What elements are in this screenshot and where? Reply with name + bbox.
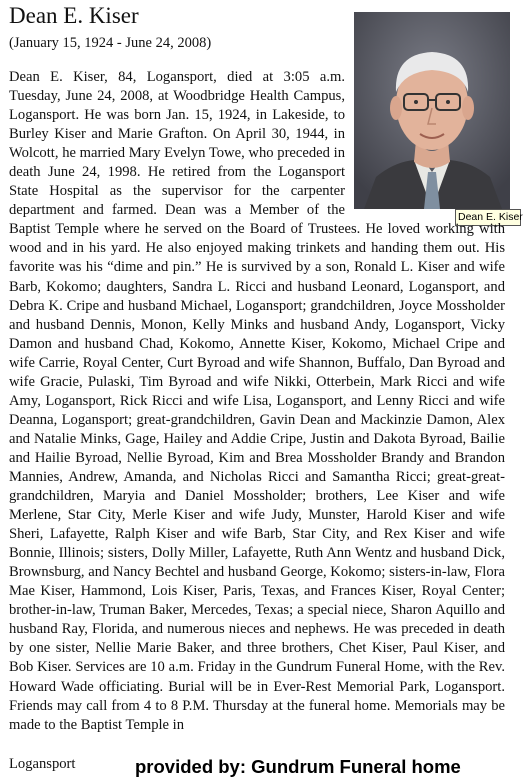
life-dates: (January 15, 1924 - June 24, 2008) [9, 35, 212, 51]
obituary-title: Dean E. Kiser [9, 3, 139, 28]
funeral-home-credit: provided by: Gundrum Funeral home [135, 756, 461, 777]
obituary-body [9, 68, 505, 735]
obituary-text: Dean E. Kiser, 84, Logansport, died at 3:05 a.m. Tuesday, June 24, 2008, at Woodbridge Health Campus, Logansport. He was born Jan. 15, 1924, in Lakeside, to Burley Kiser and Marie Grafton. On April 30, 1944, in Wolcott, he married Mary Evelyn Towe, who preceded in death June 24, 1998. He retired from the Logansport State Hospital as the supervisor for the carpenter department and farmed. Dean was a Member of the Baptist Temple where he served on the Board of Trustees. He loved working with wood and in his yard. He also enjoyed making trinkets and handing them out. His favorite was his “dime and pin.” He is survived by a son, Ronald L. Kiser and wife Barb, Kokomo; daughters, Sandra L. Ricci and husband Leonard, Logansport, and Debra K. Cripe and husband Michael, Logansport; grandchildren, Joyce Mossholder and husband Dennis, Monon, Kelly Minks and husband Andy, Logansport, Vicky Damon and husband Chad, Kokomo, Annette Kiser, Kokomo, Michael Cripe and wife Carrie, Royal Center, Curt Byroad and wife Shannon, Buffalo, Dan Byroad and wife Gracie, Pulaski, Tim Byroad and wife Nikki, Otterbein, Mark Ricci and wife Amy, Logansport, Rick Ricci and wife Lisa, Logansport, and Lenny Ricci and wife Deanna, Logansport; great-grandchildren, Gavin Dean and Mackinzie Damon, Alex and Natalie Minks, Gage, Hailey and Addie Cripe, Justin and Dakota Byroad, Bailie and Hailie Byroad, Nellie Byroad, Kim and Brea Mossholder Brandy and Brandon Mannies, Andrew, Amanda, and Nicholas Ricci and Samantha Ricci; great-great-grandchildren, Maryia and Daniel Mossholder; brothers, Lee Kiser and wife Merlene, Star City, Merle Kiser and wife Judy, Munster, Harold Kiser and wife Sheri, Lafayette, Ralph Kiser and wife Barb, Star City, and Rex Kiser and wife Bonnie, Illinois; sisters, Dolly Miller, Lafayette, Ruth Ann Wentz and husband Dick, Brownsburg, and Nancy Bechtel and husband George, Kokomo; sisters-in-law, Flora Mae Kiser, Hammond, Lois Kiser, Paris, Texas, and Frances Kiser, Royal Center; brother-in-law, Truman Baker, Mercedes, Texas; a special niece, Sharon Aquillo and husband Ray, Florida, and numerous nieces and nephews. He was preceded in death by one sister, Nellie Marie Baker, and three brothers, Chet Kiser, Paul Kiser, and Bob Kiser. Services are 10 a.m. Friday in the Gundrum Funeral Home, with the Rev. Howard Wade officiating. Burial will be in Ever-Rest Memorial Park, Logansport. Friends may call from 4 to 8 P.M. Thursday at the funeral home. Memorials may be made to the Baptist Temple in [9, 69, 505, 733]
obituary-last-line: Logansport [9, 756, 76, 772]
photo-tooltip: Dean E. Kiser [455, 209, 521, 226]
photo-spacer [345, 68, 505, 210]
